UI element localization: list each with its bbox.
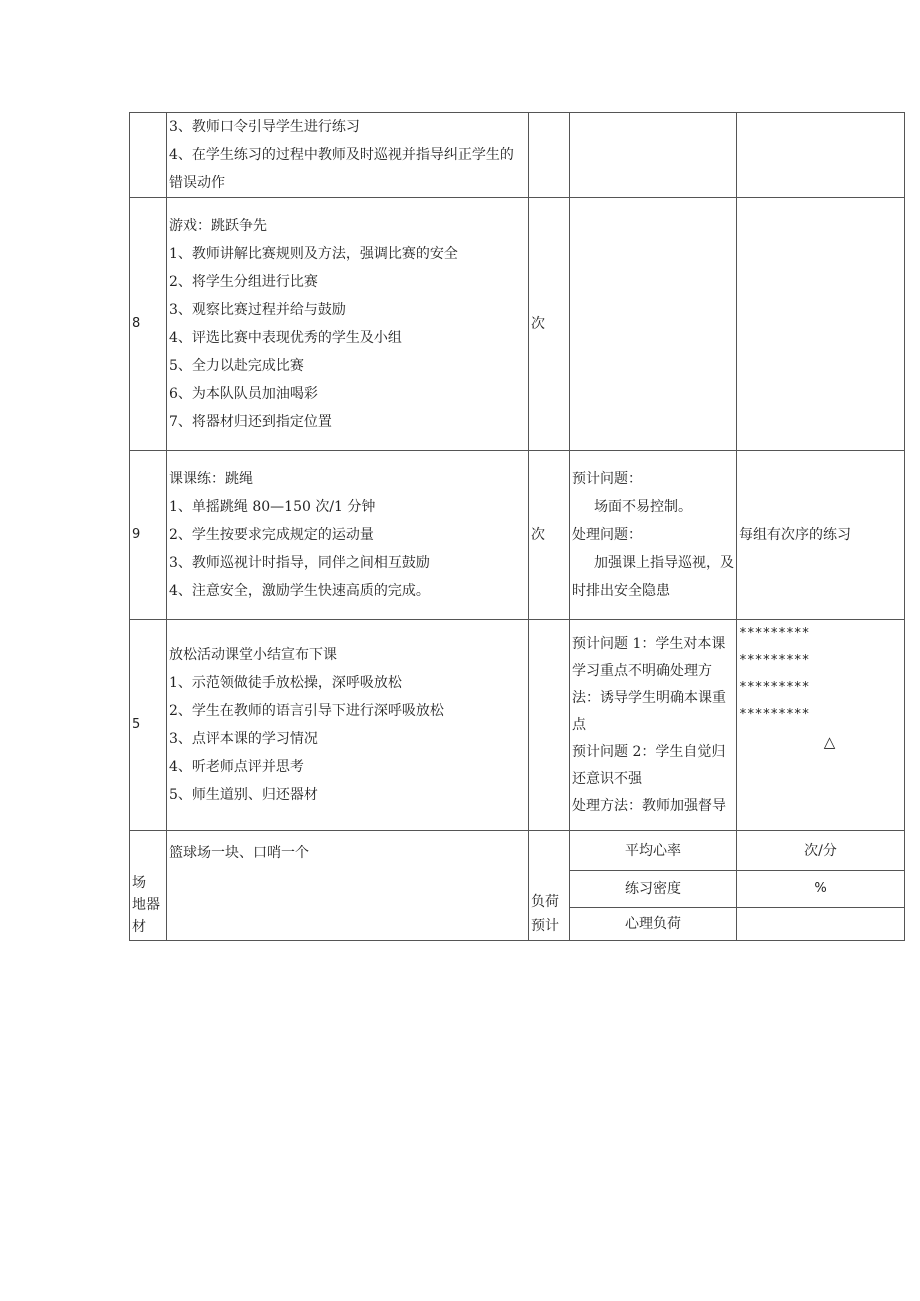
row-rope-unit: 次 xyxy=(529,451,570,620)
content-line: 2、将学生分组进行比赛 xyxy=(169,274,318,290)
row-rope-note: 每组有次序的练习 xyxy=(737,451,905,620)
content-line: 2、学生按要求完成规定的运动量 xyxy=(169,527,374,543)
problem-line: 处理方法：教师加强督导 xyxy=(572,797,726,814)
content-line: 1、教师讲解比赛规则及方法，强调比赛的安全 xyxy=(169,246,458,262)
content-line: 3、教师巡视计时指导，同伴之间相互鼓励 xyxy=(169,555,430,571)
content-line: 3、点评本课的学习情况 xyxy=(169,731,318,747)
problem-line: 加强课上指导巡视，及时排出安全隐患 xyxy=(572,555,734,599)
content-line: 课课练：跳绳 xyxy=(169,471,253,487)
row-game-problems xyxy=(570,198,737,451)
mental-load-label: 心理负荷 xyxy=(570,908,737,941)
density-value: % xyxy=(737,871,905,908)
content-line: 1、单摇跳绳 80—150 次/1 分钟 xyxy=(169,499,376,515)
row-continuation-content xyxy=(167,113,529,198)
row-continuation xyxy=(130,113,905,198)
formation-stars: ********* xyxy=(739,653,810,668)
row-relax-formation xyxy=(737,620,905,831)
problem-line: 预计问题 2：学生自觉归还意识不强 xyxy=(572,743,726,787)
footer-row-1 xyxy=(130,831,905,871)
venue-label xyxy=(130,831,167,941)
row-game-note xyxy=(737,198,905,451)
content-line: 6、为本队队员加油喝彩 xyxy=(169,386,318,402)
heart-rate-value: 次/分 xyxy=(737,831,905,871)
row-relaxation xyxy=(130,620,905,831)
row-rope-problems xyxy=(570,451,737,620)
content-line: 1、示范领做徒手放松操，深呼吸放松 xyxy=(169,675,402,691)
formation-stars: ********* xyxy=(739,680,810,695)
formation-stars: ********* xyxy=(739,707,810,722)
row-continuation-note xyxy=(737,113,905,198)
row-continuation-unit xyxy=(529,113,570,198)
venue-value: 篮球场一块、口哨一个 xyxy=(167,831,529,941)
heart-rate-label: 平均心率 xyxy=(570,831,737,871)
problem-line: 场面不易控制。 xyxy=(594,499,692,515)
problem-line: 预计问题： xyxy=(572,471,642,487)
row-game xyxy=(130,198,905,451)
content-line: 2、学生在教师的语言引导下进行深呼吸放松 xyxy=(169,703,444,719)
density-label: 练习密度 xyxy=(570,871,737,908)
teacher-triangle-icon: △ xyxy=(823,733,836,751)
row-game-unit: 次 xyxy=(529,198,570,451)
content-line: 7、将器材归还到指定位置 xyxy=(169,414,332,430)
content-line: 游戏：跳跃争先 xyxy=(169,218,267,234)
row-rope-skipping xyxy=(130,451,905,620)
load-label-text: 负荷预计 xyxy=(531,894,559,934)
content-line: 5、师生道别、归还器材 xyxy=(169,787,318,803)
load-label xyxy=(529,831,570,941)
row-relax-content xyxy=(167,620,529,831)
problem-line: 预计问题 1：学生对本课学习重点不明确处理方法：诱导学生明确本课重点 xyxy=(572,635,726,733)
content-line: 3、观察比赛过程并给与鼓励 xyxy=(169,302,346,318)
row-relax-problems xyxy=(570,620,737,831)
venue-label-text: 场 地器材 xyxy=(132,875,160,935)
row-continuation-problems xyxy=(570,113,737,198)
lesson-plan-table xyxy=(129,112,905,941)
row-game-content xyxy=(167,198,529,451)
row-game-num: 8 xyxy=(130,198,167,451)
content-line: 放松活动课堂小结宣布下课 xyxy=(169,647,337,663)
content-line: 4、评选比赛中表现优秀的学生及小组 xyxy=(169,330,402,346)
mental-load-value xyxy=(737,908,905,941)
content-line: 4、注意安全，激励学生快速高质的完成。 xyxy=(169,583,430,599)
content-line: 4、在学生练习的过程中教师及时巡视并指导纠正学生的错误动作 xyxy=(169,147,514,191)
row-rope-num: 9 xyxy=(130,451,167,620)
row-relax-unit xyxy=(529,620,570,831)
row-continuation-num xyxy=(130,113,167,198)
content-line: 5、全力以赴完成比赛 xyxy=(169,358,304,374)
row-rope-content xyxy=(167,451,529,620)
content-line: 3、教师口令引导学生进行练习 xyxy=(169,119,360,135)
row-relax-num: 5 xyxy=(130,620,167,831)
formation-stars: ********* xyxy=(739,626,810,641)
problem-line: 处理问题： xyxy=(572,527,642,543)
content-line: 4、听老师点评并思考 xyxy=(169,759,304,775)
